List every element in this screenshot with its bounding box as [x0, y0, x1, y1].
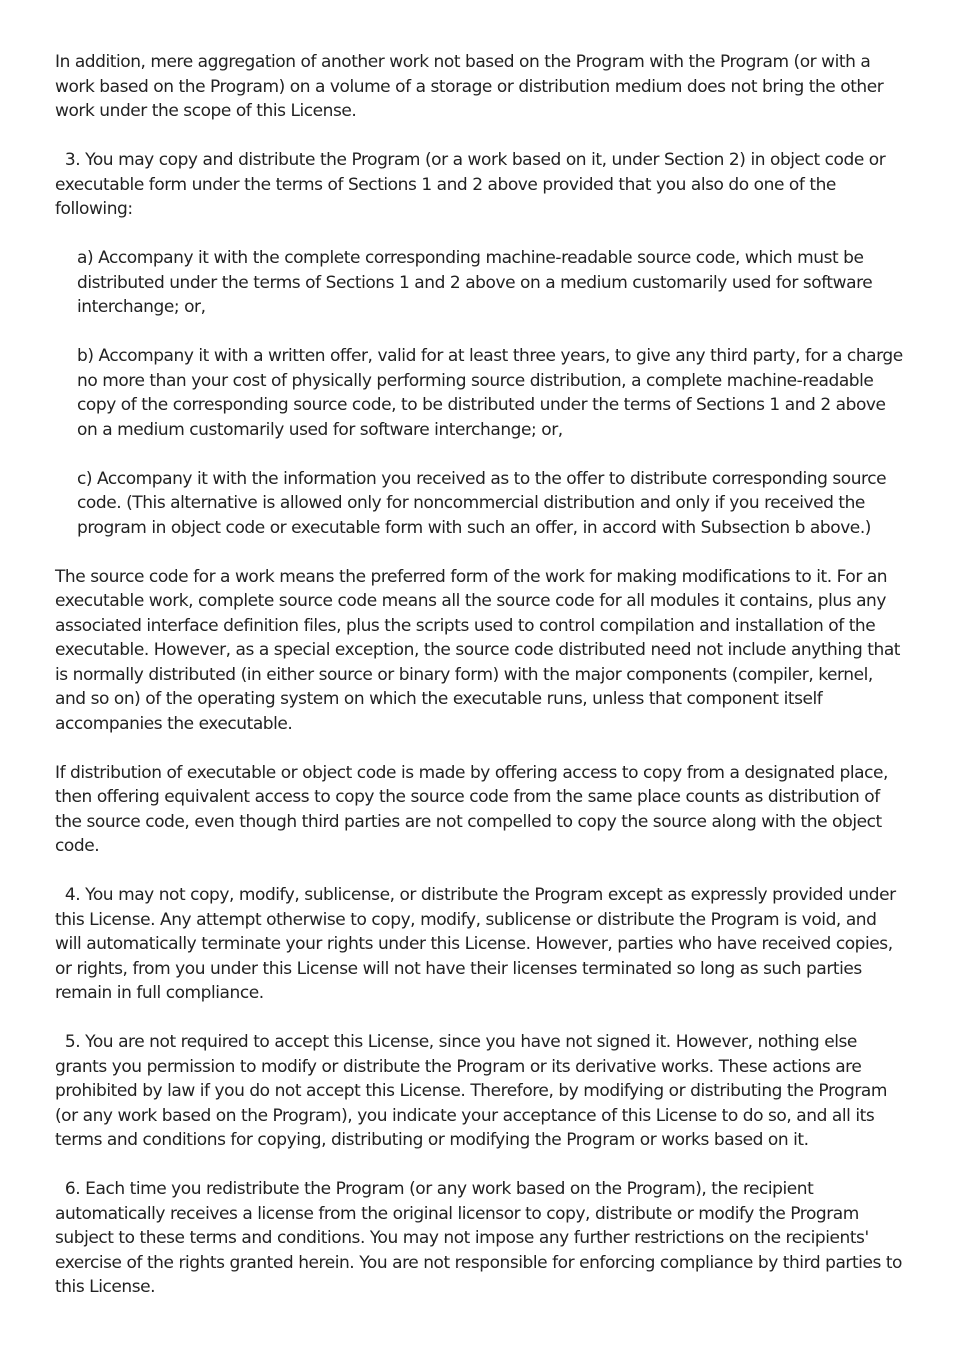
paragraph-section-4: 4. You may not copy, modify, sublicense, or distribute the Program except as expressly provided under this License. Any attempt otherwise to copy, modify, sublicense or distribute the Program is void, and will automatically terminate your rights under this License. However, parties who have received copies, or rights, from you under this License will not have their licenses terminated so long as such parties remain in full compliance. [55, 885, 896, 1003]
license-document [55, 50, 907, 1300]
paragraph-section-3: 3. You may copy and distribute the Program (or a work based on it, under Section 2) in object code or executable form under the terms of Sections 1 and 2 above provided that you also do one of the following: [55, 150, 886, 219]
paragraph-section-6: 6. Each time you redistribute the Program (or any work based on the Program), the recipient automatically receives a license from the original licensor to copy, distribute or modify the Program subject to these terms and conditions. You may not impose any further restrictions on the recipients' exercise of the rights granted herein. You are not responsible for enforcing compliance by third parties to this License. [55, 1179, 902, 1297]
paragraph-source-code-definition: The source code for a work means the preferred form of the work for making modifications to it. For an executable work, complete source code means all the source code for all modules it contains, plus any associated interface definition files, plus the scripts used to control compilation and installation of the executable. However, as a special exception, the source code distributed need not include anything that is normally distributed (in either source or binary form) with the major components (compiler, kernel, and so on) of the operating system on which the executable runs, unless that component itself accompanies the executable. [55, 566, 900, 734]
subparagraph-3a: a) Accompany it with the complete corresponding machine-readable source code, which must be distributed under the terms of Sections 1 and 2 above on a medium customarily used for software interchange; or, [77, 248, 873, 317]
paragraph-aggregation: In addition, mere aggregation of another work not based on the Program with the Program (or with a work based on the Program) on a volume of a storage or distribution medium does not bring the other work under the scope of this License. [55, 52, 884, 121]
subparagraph-3b: b) Accompany it with a written offer, valid for at least three years, to give any third party, for a charge no more than your cost of physically performing source distribution, a complete machine-readable copy of the corresponding source code, to be distributed under the terms of Sections 1 and 2 above on a medium customarily used for software interchange; or, [77, 346, 903, 440]
subparagraph-3c: c) Accompany it with the information you received as to the offer to distribute corresponding source code. (This alternative is allowed only for noncommercial distribution and only if you received the program in object code or executable form with such an offer, in accord with Subsection b above.) [77, 468, 887, 538]
paragraph-section-5: 5. You are not required to accept this License, since you have not signed it. However, nothing else grants you permission to modify or distribute the Program or its derivative works. These actions are prohibited by law if you do not accept this License. Therefore, by modifying or distributing the Program (or any work based on the Program), you indicate your acceptance of this License to do so, and all its terms and conditions for copying, distributing or modifying the Program or works based on it. [55, 1032, 888, 1150]
paragraph-distribution-access: If distribution of executable or object code is made by offering access to copy from a designated place, then offering equivalent access to copy the source code from the same place counts as distribution of the source code, even though third parties are not compelled to copy the source along with the object code. [55, 762, 889, 856]
